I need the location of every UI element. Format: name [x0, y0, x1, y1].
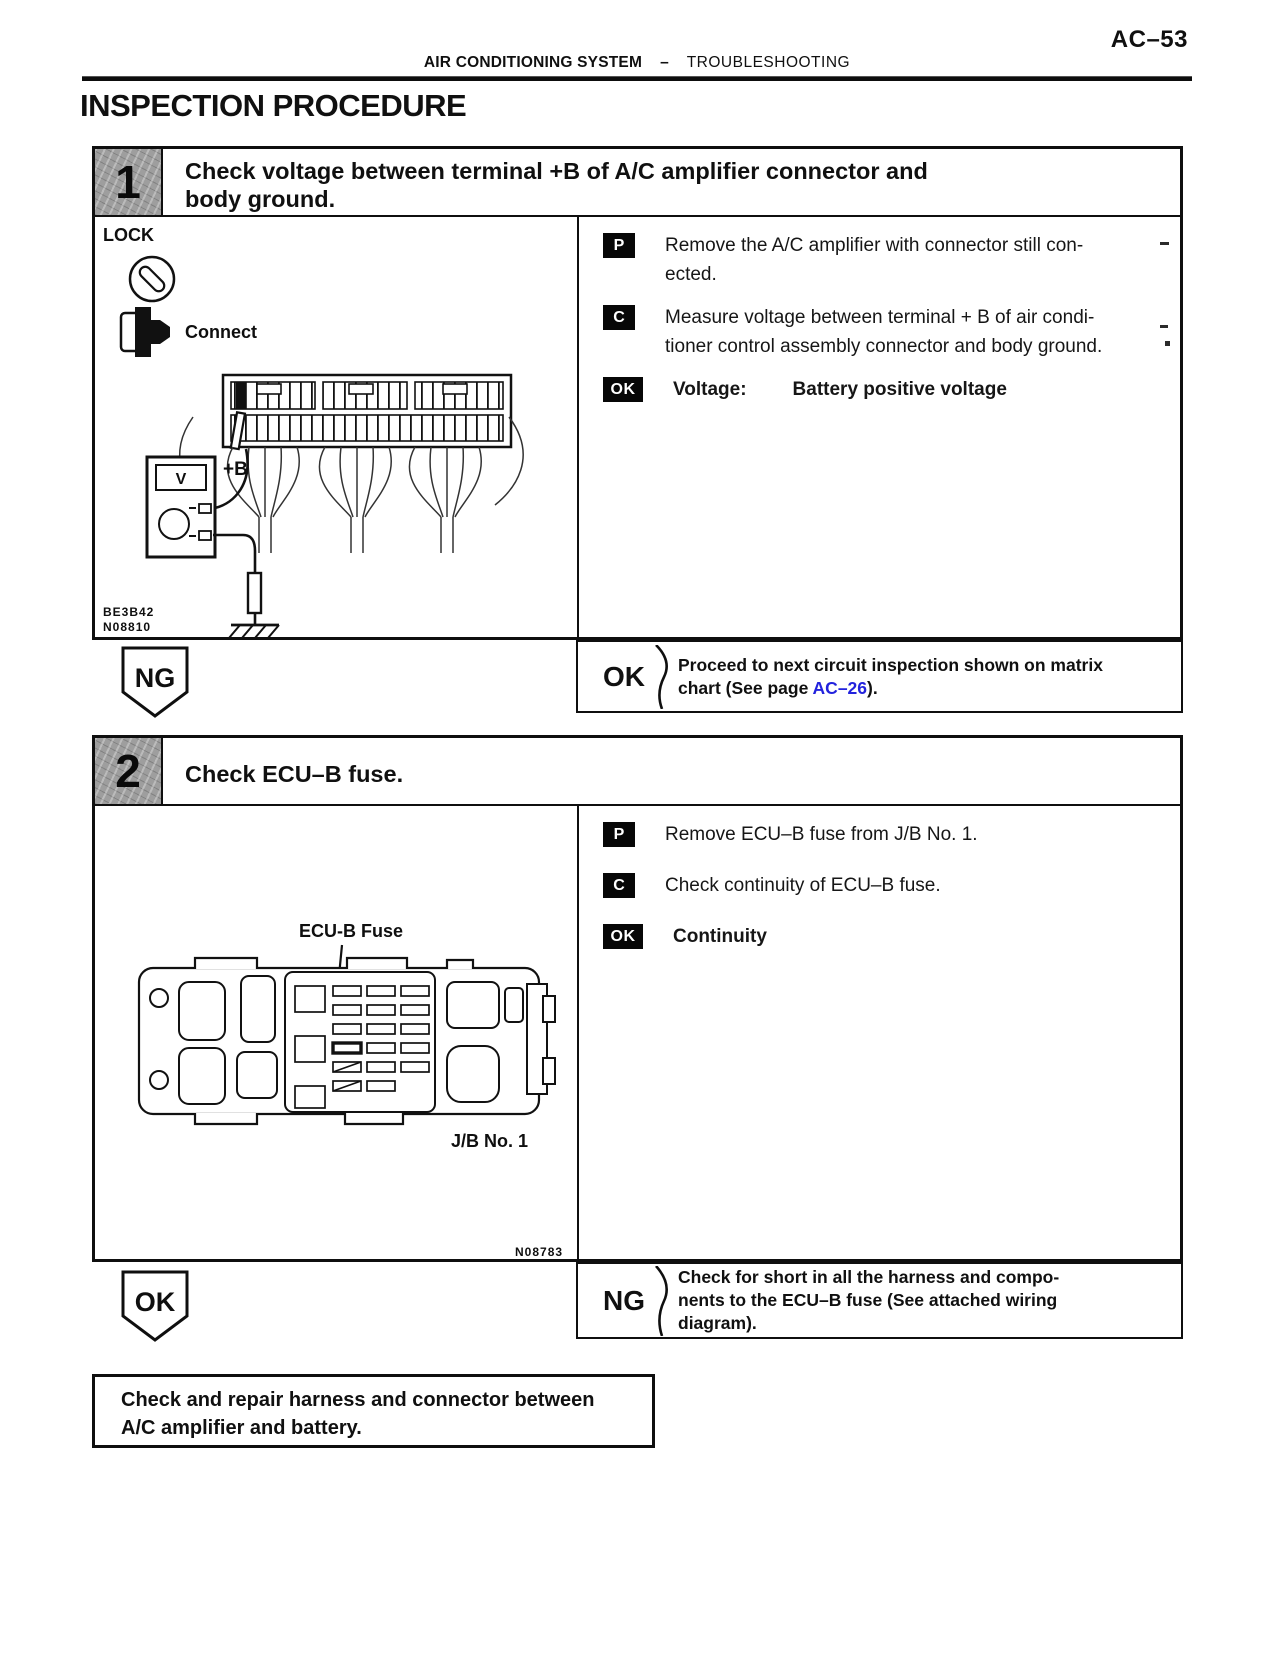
connect-label: Connect: [185, 322, 257, 342]
ng-arrow-label: NG: [134, 663, 176, 693]
amplifier-connector-block: [223, 375, 511, 447]
step1-header: [95, 149, 1180, 217]
text-line: tioner control assembly connector and body ground.: [665, 336, 1103, 357]
step1-check-row: [603, 303, 1164, 361]
connector-plug-icon: [121, 307, 170, 357]
text-line: Remove ECU–B fuse from J/B No. 1.: [665, 824, 978, 845]
step1-ok-result-box: [576, 640, 1183, 713]
flow-ok-label: OK: [603, 660, 645, 692]
final-action-box: [92, 1374, 655, 1448]
step1-diagram-panel: [95, 217, 579, 637]
text-line: Check continuity of ECU–B fuse.: [665, 875, 941, 896]
step2-diagram-panel: [95, 806, 579, 1259]
figure-code-line1: BE3B42: [103, 605, 155, 619]
ok-badge: OK: [603, 924, 643, 949]
lock-icon: [130, 257, 174, 301]
text-span: ).: [867, 677, 878, 698]
text-line: [678, 677, 1103, 700]
terminal-b-pin: [236, 382, 245, 409]
text-line: nents to the ECU–B fuse (See attached wiring: [678, 1290, 1058, 1310]
figure-code: N08783: [515, 1245, 564, 1259]
scan-artifact: [1160, 242, 1169, 245]
check-badge: C: [603, 305, 635, 330]
ok-badge: OK: [603, 377, 643, 402]
ok-arrow: [120, 1269, 190, 1343]
page-title: INSPECTION PROCEDURE: [80, 88, 467, 123]
step1-title-line1: Check voltage between terminal +B of A/C amplifier connector and: [185, 157, 928, 184]
result-label: Voltage:: [673, 379, 747, 400]
text-line: Proceed to next circuit inspection shown on matrix: [678, 654, 1103, 675]
text-line: Check for short in all the harness and compo-: [678, 1267, 1060, 1287]
step2-check-row: [603, 871, 1164, 900]
ecu-b-fuse: [333, 1043, 361, 1053]
step1-box: [92, 146, 1183, 640]
step1-number-badge: 1: [95, 149, 163, 215]
scan-artifact: [1165, 341, 1170, 346]
step1-instructions: [579, 217, 1180, 637]
header-separator: –: [660, 54, 669, 71]
ng-arrow: [120, 645, 190, 719]
text-line: Measure voltage between terminal + B of air condi-: [665, 307, 1095, 328]
prepare-badge: P: [603, 822, 635, 847]
step1-title-line2: body ground.: [185, 185, 336, 212]
step2-prepare-text: [665, 820, 978, 849]
step2-ok-text: [673, 922, 767, 951]
scan-artifact: [1160, 325, 1168, 328]
step1-check-text: [665, 303, 1102, 361]
step2-title: [163, 738, 413, 804]
step2-box: [92, 735, 1183, 1262]
voltmeter-scale-label: V: [175, 471, 187, 488]
header-rule: [82, 76, 1192, 81]
text-line: Remove the A/C amplifier with connector still con-: [665, 235, 1084, 256]
ecu-b-fuse-label: ECU-B Fuse: [299, 921, 404, 941]
step1-title: [163, 149, 938, 215]
step1-ok-row: [603, 375, 1164, 404]
text-line: ected.: [665, 264, 717, 285]
figure-code-line2: N08810: [103, 620, 152, 634]
text-line: A/C amplifier and battery.: [121, 1417, 362, 1439]
header-subsection: TROUBLESHOOTING: [686, 54, 851, 71]
terminal-b-label: +B: [223, 459, 248, 480]
ground-symbol: [229, 625, 279, 638]
jb-no1-label: J/B No. 1: [451, 1131, 529, 1151]
junction-block-diagram: [95, 806, 576, 1262]
result-value: Continuity: [673, 926, 767, 947]
step2-instructions: [579, 806, 1180, 1259]
step2-ok-row: [603, 922, 1164, 951]
text-line: Check and repair harness and connector between: [121, 1389, 595, 1411]
text-span: chart (See page: [678, 677, 813, 698]
voltmeter: [147, 457, 215, 557]
brace-mark: [652, 645, 672, 709]
step1-ok-text: [673, 375, 1007, 404]
header-section: AIR CONDITIONING SYSTEM: [423, 54, 643, 71]
amplifier-connector-diagram: [95, 217, 576, 640]
text-line: diagram).: [678, 1313, 757, 1333]
step2-title-line1: Check ECU–B fuse.: [185, 760, 404, 787]
step1-ok-result-text: [678, 654, 1103, 700]
lock-label: LOCK: [103, 225, 154, 245]
flow-ng-label: NG: [603, 1284, 645, 1316]
page-number: AC–53: [1110, 26, 1188, 53]
page-link-ac26[interactable]: AC–26: [812, 677, 868, 698]
step1-prepare-text: [665, 231, 1083, 289]
step1-prepare-row: [603, 231, 1164, 289]
ok-arrow-label: OK: [134, 1287, 176, 1317]
step2-check-text: [665, 871, 941, 900]
step2-header: [95, 738, 1180, 806]
ground-probe: [248, 573, 261, 613]
result-value: Battery positive voltage: [792, 379, 1007, 400]
brace-mark: [652, 1266, 672, 1336]
step2-prepare-row: [603, 820, 1164, 849]
step2-ng-result-box: [576, 1262, 1183, 1339]
step2-number-badge: 2: [95, 738, 163, 804]
running-header: [82, 54, 1192, 72]
step2-ng-result-text: [678, 1266, 1059, 1335]
check-badge: C: [603, 873, 635, 898]
prepare-badge: P: [603, 233, 635, 258]
